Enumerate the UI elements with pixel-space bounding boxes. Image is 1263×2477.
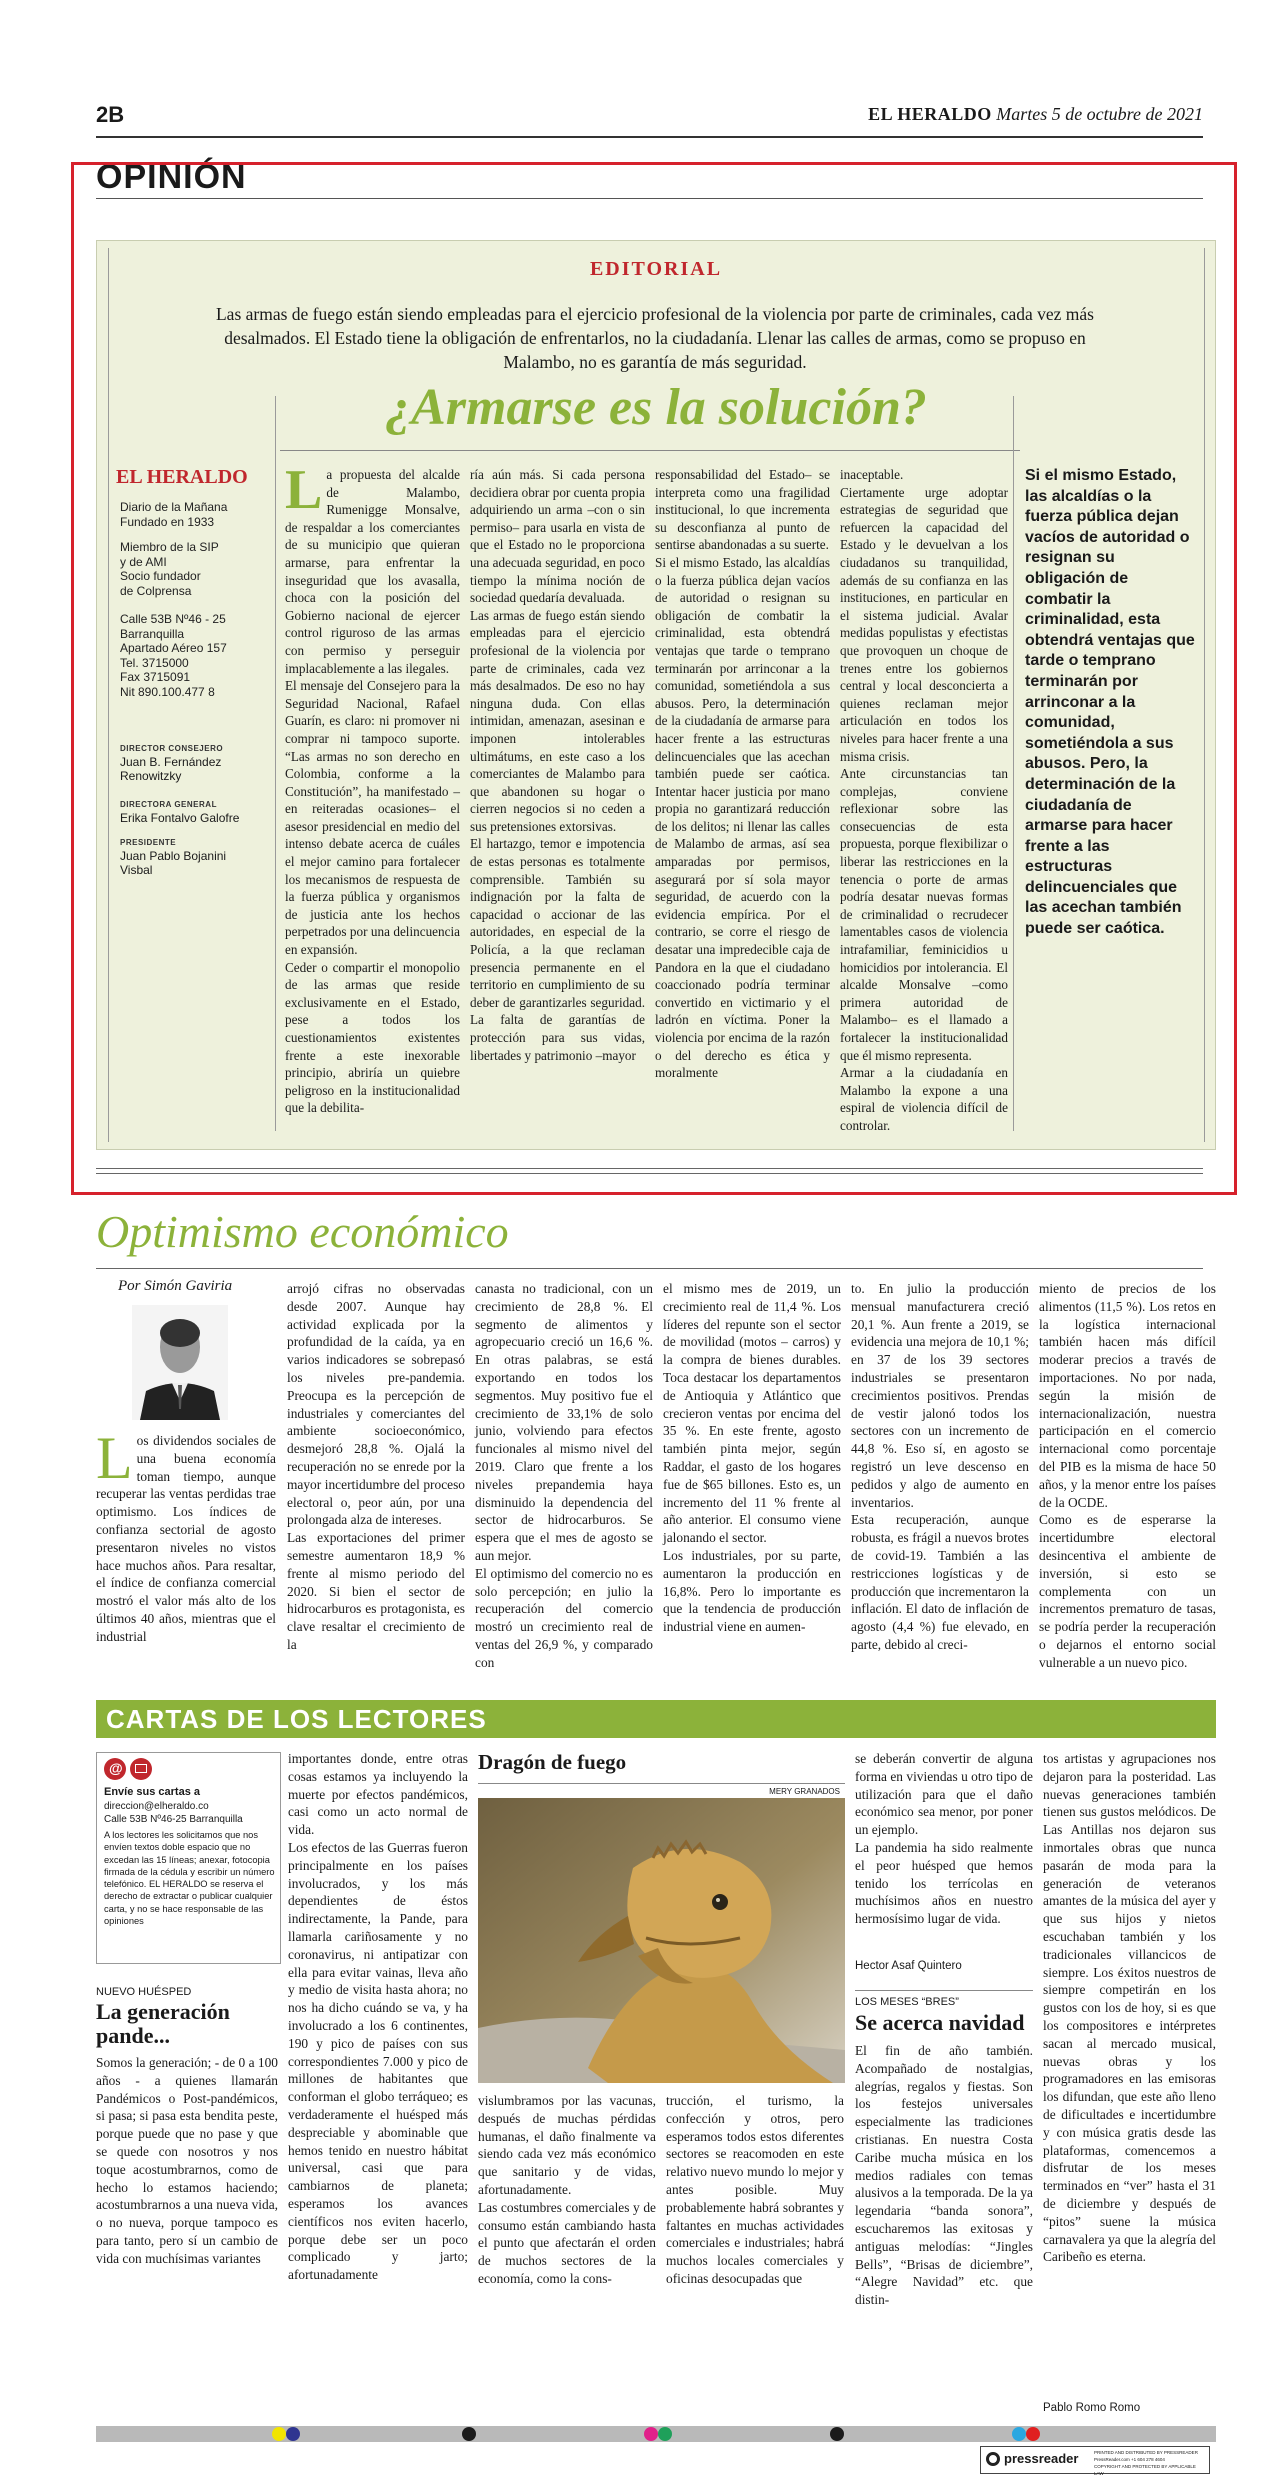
staff-name-1: Juan B. Fernández Renowitzky — [120, 755, 222, 783]
registration-dot-magenta — [644, 2427, 658, 2441]
editorial-label: EDITORIAL — [589, 258, 723, 280]
top-rule — [96, 136, 1203, 138]
section-title: OPINIÓN — [96, 158, 247, 196]
column-text-1 — [96, 1425, 276, 1687]
bearded-dragon-photo — [478, 1798, 845, 2083]
column-author: Por Simón Gaviria — [118, 1278, 233, 1294]
letter-title: Se acerca navidad — [855, 2010, 1025, 2035]
registration-dot-yellow — [272, 2427, 286, 2441]
separator-rule — [96, 1168, 1203, 1169]
letter-body: El fin de año también. Acompañado de nostalgias, alegrías, regalos y fiestas. Son los festejos universales especialmente las tradiciones cristianas. En nuestra Costa Caribe mucha música en los medios radiales con temas alusivos a la temporada. De la ya legendaria “banda sonora”, escucharemos las exitosas y antiguas melodías: “Jingles Bells”, “Brisas de diciembre”, “Alegre Navidad” etc. que distin- — [855, 2043, 1033, 2308]
letter-signature: Pablo Romo Romo — [1043, 2402, 1141, 2414]
letter-signature: Hector Asaf Quintero — [855, 1960, 962, 1972]
masthead-founded: Diario de la Mañana Fundado en 1933 — [120, 500, 228, 529]
staff-role-3: PRESIDENTE — [120, 838, 177, 847]
drop-cap: L — [96, 1425, 133, 1491]
issue-date: Martes 5 de octubre de 2021 — [996, 104, 1203, 124]
letter-body-continued: tos artistas y agrupaciones nos dejaron para la posteridad. Las nuevas generaciones también tienen sus gustos melódicos. De Las Antillas nos dejaron sus inmortales obras que nunca pasarán de moda para la generación de veteranos amantes de la música del ayer y que sus hijos y nietos escuchaban también y los tradicionales villancicos de siempre. Los éxitos nuestros de siempre competirán en los gustos con los de hoy, si es que los compositores e intérpretes sacan al mercado musical, nuevas obras y los programadores en las emisoras los difundan, que este año lleno de dificultades e incertidumbre y con música gratis desde las plataformas, comencemos a disfrutar de los meses terminados en “ver” hasta el 31 de diciembre y después de “pitos” suene la música carnavalera ya que la alegría del Caribeño es eterna. — [1043, 1751, 1216, 2265]
editorial-column-4: inaceptable. Ciertamente urge adoptar estrategias de seguridad que refuercen la capacidad del Estado y le devuelvan a los ciudadanos su tranquilidad, además de su confianza en las instituciones, en particular en el sistema judicial. Avalar medidas populistas y efectistas que provoquen un choque de trenes entre los gobiernos central y local desconcierta a quienes reclaman mejor articulación en todos los niveles para hacer frente a una misma crisis. Ante circunstancias tan complejas, conviene reflexionar sobre las consecuencias de esta propuesta, porque flexibilizar o liberar las restricciones en la tenencia o porte de armas podría desatar nuevas formas de criminalidad o recrudecer lamentables casos de violencia intrafamiliar, feminicidios u homicidios por intolerancia. El alcalde Monsalve –como primera autoridad de Malambo– es el llamado a fortalecer la institucionalidad que él mismo representa. Armar a la ciudadanía en Malambo la expone a una espiral de violencia difícil de controlar. — [840, 467, 1008, 1133]
paper-name: EL HERALDO — [868, 104, 992, 124]
mail-icon — [130, 1758, 152, 1780]
brand-logo: EL HERALDO — [116, 466, 248, 488]
drop-cap: L — [285, 459, 323, 521]
highlight-frame — [71, 162, 1237, 1195]
letter-separator — [855, 1990, 1033, 1991]
column-text-4: el mismo mes de 2019, un crecimiento real de 11,4 %. Los líderes del repunte son el sector de movilidad (motos – carros) y la compra de bienes durables. Toca destacar los departamentos de Antioquia y Atlántico que crecieron ventas por encima del 35 %. En este frente, agosto también pinta mejor, según Raddar, el gasto de los hogares fue de $65 billones. Esto es, un incremento del 11 % frente al año anterior. El consumo viene jalonando el sector. Los industriales, por su parte, aumentaron la producción en 16,8%. Pero lo importante es que la tendencia de producción industrial viene en aumen- — [663, 1281, 841, 1635]
email-icon: @ — [104, 1758, 126, 1780]
separator-rule — [96, 1173, 1203, 1174]
registration-dot-green — [658, 2427, 672, 2441]
column-title-rule — [96, 1268, 1203, 1269]
letter-kicker: NUEVO HUÉSPED — [96, 1986, 192, 1998]
masthead-membership: Miembro de la SIP y de AMI Socio fundador de Colprensa — [120, 540, 219, 598]
editorial-headline: ¿Armarse es la solución? — [385, 379, 927, 436]
registration-dot-blue — [286, 2427, 300, 2441]
masthead-address: Calle 53B Nº46 - 25 Barranquilla Apartado Aéreo 157 Tel. 3715000 Fax 3715091 Nit 890.100.477 8 — [120, 612, 227, 699]
pressreader-fine-print: PRINTED AND DISTRIBUTED BY PRESSREADER PressReader.com +1 604 278 4604 COPYRIGHT AND PROTECTED BY APPLICABLE LAW — [1094, 2450, 1198, 2476]
column-title: Optimismo económico — [96, 1206, 509, 1257]
staff-name-2: Erika Fontalvo Galofre — [120, 811, 240, 825]
column-text-2: arrojó cifras no observadas desde 2007. Aunque hay actividad explicada por la profundidad de la caída, ya en varios indicadores se sobrepasó los niveles pre-pandemia. Preocupa es la percepción de industriales y comerciantes del ambiente socioeconómico, desmejoró 28,8 %. Ojalá la recuperación no se enrede por la mayor incertidumbre del proceso electoral o, peor aún, por una prolongada alza de intereses. Las exportaciones del primer semestre aumentaron 18,9 % frente al mismo periodo del 2020. Si bien el sector de hidrocarburos es protagonista, es clave resaltar el crecimiento de la — [287, 1281, 465, 1652]
pressreader-icon — [986, 2452, 1000, 2466]
staff-role-1: DIRECTOR CONSEJERO — [120, 744, 224, 753]
editorial-column-2: ría aún más. Si cada persona decidiera obrar por cuenta propia adquiriendo un arma –con o sin permiso– para usarla en vista de que el Estado no le proporciona una adecuada seguridad, en poco tiempo la mínima noción de sociedad quedaría devaluada. Las armas de fuego están siendo empleadas para el ejercicio profesional de la violencia por parte de criminales, cada vez más desalmados. De eso no hay ninguna duda. Con ellas intimidan, amenazan, asesinan e imponen intolerables ultimátums, en este caso a los comerciantes de Malambo para que abandonen su hogar o cierren negocios si no ceden a sus pretensiones extorsivas. El hartazgo, temor e impotencia de estas personas es totalmente comprensible. También su indignación por la falta de capacidad o accionar de las autoridades, en especial de la Policía, a la que reclaman presencia permanente en el territorio en cumplimiento de su deber de garantizarles seguridad. La falta de garantías de protección para sus vidas, libertades y patrimonio –mayor — [470, 467, 646, 1063]
photo-credit: MERY GRANADOS — [769, 1787, 840, 1796]
registration-dot-red — [1026, 2427, 1040, 2441]
registration-dot-black — [462, 2427, 476, 2441]
column-text-3: canasta no tradicional, con un crecimiento de 28,8 %. El segmento de alimentos y agropecuario creció un 16,6 %. En otras palabras, se está exportando en todos los segmentos. Muy positivo fue el crecimiento de 33,1% de solo junio, volviendo para efectos funcionales al mismo nivel del 2019. Claro que frente a los niveles prepandemia haya disminuido la dependencia del sector de hidrocarburos. Se espera que el mes de agosto se aun mejor. El optimismo del comercio no es solo percepción; en julio la recuperación del comercio mostró un crecimiento real de ventas del 26,9 %, y comparado con — [475, 1281, 653, 1670]
pressreader-brand: pressreader — [1004, 2451, 1079, 2466]
editorial-dek: Las armas de fuego están siendo empleadas para el ejercicio profesional de la violencia por parte de criminales, cada vez más desalmados. El Estado tiene la obligación de enfrentarlos, no la ciudadanía. Llenar las calles de armas, como se propuso en Malambo, no es garantía de más seguridad. — [215, 304, 1094, 372]
letter-body-continued: importantes donde, entre otras cosas estamos ya incluyendo la muerte por efectos pandémicos, casi como un acto normal de vida. Los efectos de las Guerras fueron principalmente en los países involucrados, y los más dependientes de éstos indirectamente, la Pande, para llamarla cariñosamente y no coronavirus, ni antipatizar con ella para evitar vainas, lleva año y medio de visita hasta ahora; no nos ha dicho cuándo se va, y ha involucrado a los 6 continentes, 190 y pico de países con sus correspondientes 7.000 y pico de millones de habitantes que conforman el globo terráqueo; es verdaderamente el huésped más despreciable y abominable que hemos tenido en nuestro hábitat universal, casi que para cambiarnos de planeta; esperamos los avances científicos nos eviten hacerlo, porque debe ser un poco complicado y jarto; afortunadamente — [288, 1751, 468, 2283]
send-letters-address: direccion@elheraldo.co Calle 53B Nº46-25 Barranquilla — [104, 1801, 243, 1825]
editorial-column-3: responsabilidad del Estado– se interpreta como una fragilidad institucional, lo que incrementa su desconfianza al punto de sentirse abandonadas a su suerte. Si el mismo Estado, las alcaldías o la fuerza pública dejan vacíos de autoridad o resignan su obligación de combatir la criminalidad, esta obtendrá ventajas que tarde o temprano terminarán por arrinconar a la comunidad, sometiéndola a sus abusos. Pero, la determinación de la ciudadanía de armarse para hacer frente a las estructuras delincuenciales que las acechan también puede ser caótica. Intentar hacer justicia por mano propia no garantizará reducción de los delitos; ni llenar las calles de Malambo de armas, así sea amparadas por permisos, asegurará por sí sola mayor seguridad, de acuerdo con la evidencia empírica. Por el contrario, se corre el riesgo de desatar una impredecible caja de Pandora en la que el ciudadano coaccionado podría terminar convertido en victimario y el ladrón en víctima. Poner la violencia por encima de la razón o del derecho es ética y moralmente — [655, 467, 830, 1081]
staff-name-3: Juan Pablo Bojanini Visbal — [120, 849, 227, 877]
page-number: 2B — [96, 102, 125, 127]
column-text-5: to. En julio la producción mensual manufacturera creció 20,1 %. Aun frente a 2019, se evidencia una mejora de 10,1 %; en 37 de los 39 sectores industriales se presentaron crecimientos positivos. Prendas de vestir jalonó todos los sectores con un incremento de 44,8 %. Eso sí, en agosto se registró un leve descenso en pedidos y algo de aumento en inventarios. Esta recuperación, aunque robusta, es frágil a nuevos brotes de covid-19. También a las restricciones logísticas y de producción que incrementaron la inflación. El dato de inflación de agosto (4,4 %) fue elevado, en parte, debido al creci- — [851, 1281, 1029, 1652]
author-portrait — [132, 1305, 228, 1420]
registration-dot-cyan — [1012, 2427, 1026, 2441]
letter-body: vislumbramos por las vacunas, después de muchas pérdidas humanas, el daño finalmente va siendo cada vez más económico que sanitario y de vidas, afortunadamente. Las costumbres comerciales y de consumo están cambiando hasta el punto que afectarán el orden de muchos sectores de la economía, como la cons- — [478, 2093, 656, 2286]
send-letters-note: A los lectores les solicitamos que nos envíen textos doble espacio que no excedan las 15 líneas; anexar, fotocopia firmada de la cédula y escribir un número telefónico. EL HERALDO se reserva el derecho de extractar o publicar cualquier carta, y no se hace responsable de las opiniones — [104, 1830, 275, 1927]
send-letters-title: Envíe sus cartas a — [104, 1786, 201, 1798]
letter-body: Somos la generación; - de 0 a 100 años - a quienes llamarán Pandémicos o Post-pandémicos, si pasa; si pasa esta bendita peste, porque puede que no pase y que se quede con nosotros y nos toque acostumbrarnos, como de hecho lo estamos haciendo; acostumbrarnos a una nueva vida, o no nueva, porque tampoco es para tanto, pero sí un cambio de vida con muchísimas variantes — [96, 2055, 278, 2266]
letter-body: trucción, el turismo, la confección y otros, pero esperamos todos estos diferentes sectores se reacomoden en este relativo nuevo mundo lo mejor y antes posible. Muy probablemente habrá sobrantes y faltantes en muchas actividades comerciales e industriales; habrá muchos locales comerciales y oficinas desocupadas que — [666, 2093, 844, 2286]
column-text-6: miento de precios de los alimentos (11,5 %). Los retos en la logística internacional también hacen más difícil moderar precios a través de importaciones. No por nada, según la misión de internacionalización, nuestra participación en el comercio internacional como porcentaje del PIB es la misma de hace 50 años, y la menor entre los países de la OCDE. Como es de esperarse la incertidumbre electoral desincentiva el ambiente de inversión, si esto se complementa con un incrementos prematuro de tasas, se podría perder la recuperación o dejarnos el entorno social vulnerable a un nuevo pico. — [1039, 1281, 1216, 1670]
photo-title: Dragón de fuego — [478, 1750, 627, 1774]
pull-quote: Si el mismo Estado, las alcaldías o la fuerza pública dejan vacíos de autoridad o resignan su obligación de combatir la criminalidad, esta obtendrá ventajas que tarde o temprano terminarán por arrinconar a la comunidad, sometiéndola a sus abusos. Pero, la determinación de la ciudadanía de armarse para hacer frente a las estructuras delincuenciales que las acechan también puede ser caótica. — [1025, 467, 1195, 938]
column-text-1-body: os dividendos sociales de una buena economía toman tiempo, aunque recuperar las ventas perdidas trae optimismo. Los índices de confianza sectorial de agosto presentaron niveles no vistos hace muchos años. Para resaltar, el índice de confianza comercial mostró el valor más alto de los últimos 40 años, mientras que el industrial — [96, 1433, 276, 1644]
editorial-column-1-text: a propuesta del alcalde de Malambo, Rumenigge Monsalve, de respaldar a los comerciantes de su municipio que quieran armarse, para enfrentar la inseguridad que los avasalla, choca con la posición del Gobierno nacional de ejercer control riguroso de las armas con permiso y perseguir implacablemente a las ilegales. El mensaje del Consejero para la Seguridad Nacional, Rafael Guarín, es claro: ni promover ni comprar ni tampoco suporte. “Las armas no son derecho en Colombia, conforme a la Constitución”, ha manifestado –en reiteradas ocasiones– el asesor presidencial en medio del intenso debate acerca de cuáles el mejor camino para fortalecer los mecanismos de respuesta de la fuerza pública y organismos de justicia ante los hechos perpetrados por una delincuencia en expansión. Ceder o compartir el monopolio de las armas que reside exclusivamente en el Estado, pese a todos los cuestionamientos existentes frente a este inexorable principio, abriría un quiebre peligroso en la institucionalidad que la debilita- — [285, 467, 460, 1116]
masthead — [868, 104, 1203, 125]
photo-rule — [478, 1783, 845, 1784]
registration-dot-black — [830, 2427, 844, 2441]
staff-role-2: DIRECTORA GENERAL — [120, 800, 217, 809]
letters-section-title: CARTAS DE LOS LECTORES — [106, 1704, 487, 1734]
letter-title: La generación pande... — [96, 1999, 230, 2048]
letter-kicker: LOS MESES “BRES” — [855, 1996, 959, 2008]
letter-body: se deberán convertir de alguna forma en viviendas u otro tipo de utilización para que el daño económico sea menor, por poner un ejemplo. La pandemia ha sido realmente el peor huésped que hemos tenido los terrícolas en muchísimos años en nuestro hermosísimo lugar de vida. — [855, 1751, 1033, 1927]
